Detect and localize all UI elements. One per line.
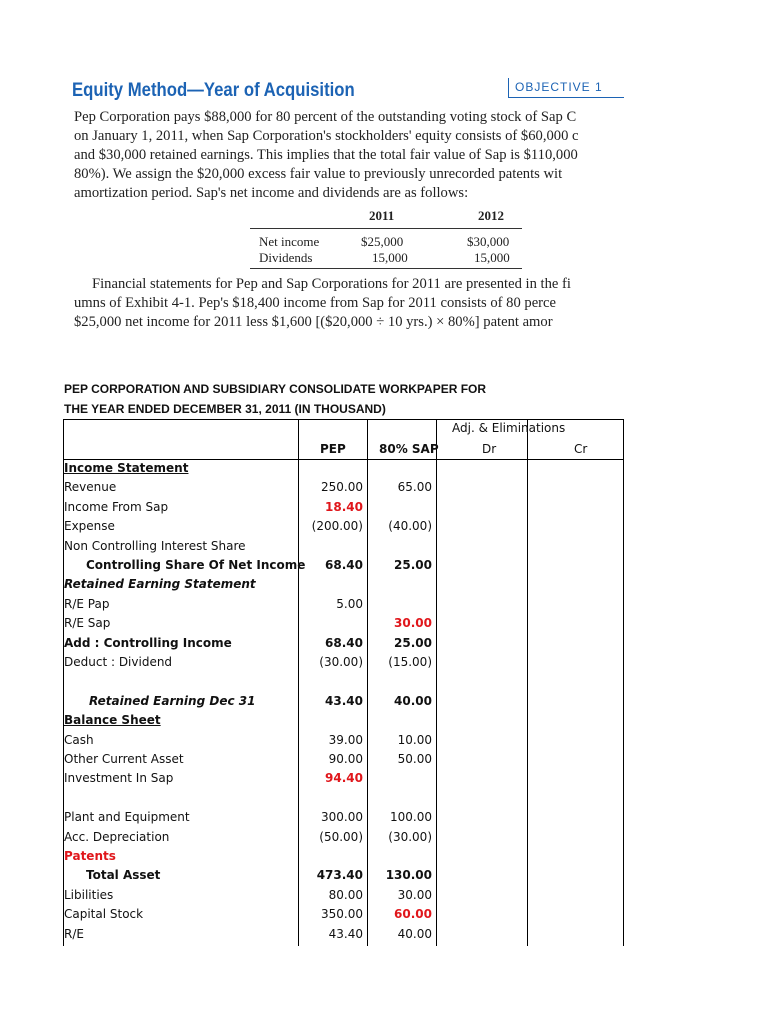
row-label: Controlling Share Of Net Income [86, 558, 306, 572]
mini-table-rule [250, 268, 522, 269]
mini-row-label: Net income [259, 234, 320, 249]
row-label: Income From Sap [64, 499, 169, 514]
row-label: Add : Controlling Income [64, 635, 232, 650]
sap-value: (15.00) [388, 655, 432, 669]
pep-value: (30.00) [319, 655, 363, 669]
sap-value: (30.00) [388, 829, 432, 844]
sap-value: 40.00 [397, 926, 432, 941]
row-label: Capital Stock [64, 907, 144, 922]
column-divider [436, 419, 437, 946]
pep-value: 39.00 [328, 732, 363, 747]
header-cr: Cr [574, 442, 588, 456]
pep-value: 300.00 [321, 810, 363, 825]
pep-value: 5.00 [336, 596, 363, 611]
pep-value: 18.40 [325, 499, 363, 514]
row-label: Plant and Equipment [64, 810, 190, 825]
table-border-top [63, 419, 623, 420]
row-label: R/E [64, 926, 84, 941]
pep-value: 80.00 [328, 887, 363, 902]
sap-value: 30.00 [394, 616, 432, 631]
column-divider [63, 419, 64, 946]
header-sap: 80% SAP [379, 442, 439, 456]
row-label: R/E Pap [64, 596, 110, 611]
sap-value: 65.00 [397, 480, 432, 495]
workpaper-title-line2: THE YEAR ENDED DECEMBER 31, 2011 (IN THOUSAND) [64, 402, 386, 416]
row-label: Retained Earning Statement [64, 577, 256, 592]
row-label: Libilities [64, 887, 114, 902]
column-divider [298, 419, 299, 946]
mini-row-value: $30,000 [467, 234, 510, 249]
column-divider [527, 419, 528, 946]
header-dr: Dr [482, 442, 497, 456]
sap-value: 10.00 [397, 732, 432, 747]
pep-value: 350.00 [321, 907, 363, 922]
pep-value: 250.00 [321, 480, 363, 495]
pep-value: 473.40 [316, 868, 363, 883]
row-label: Other Current Asset [64, 752, 184, 766]
mini-col-2011: 2011 [369, 208, 395, 223]
pep-value: 94.40 [325, 771, 363, 786]
sap-value: 100.00 [390, 810, 432, 825]
mini-row-value: 15,000 [372, 250, 408, 265]
adj-eliminations-header: Adj. & Eliminations [452, 421, 566, 435]
mini-row-label: Dividends [259, 250, 313, 265]
paragraph-line: 80%). We assign the $20,000 excess fair value to previously unrecorded patents wit [74, 166, 563, 182]
sap-value: 130.00 [385, 868, 432, 883]
row-label: Balance Sheet [64, 713, 161, 728]
sap-value: 25.00 [394, 558, 432, 572]
row-label: Investment In Sap [64, 771, 174, 786]
mini-table-rule [250, 228, 522, 229]
column-divider [367, 419, 368, 946]
row-label: Expense [64, 519, 115, 534]
pep-value: 68.40 [325, 558, 363, 572]
sap-value: 40.00 [394, 693, 432, 708]
pep-value: (200.00) [311, 519, 363, 534]
sap-value: 25.00 [394, 635, 432, 650]
paragraph-line: and $30,000 retained earnings. This implies that the total fair value of Sap is $110,000 [74, 147, 578, 163]
paragraph-line: amortization period. Sap's net income and dividends are as follows: [74, 185, 469, 201]
pep-value: 90.00 [328, 752, 363, 766]
paragraph-line: on January 1, 2011, when Sap Corporation's stockholders' equity consists of $60,000 c [74, 128, 579, 144]
paragraph-line: Financial statements for Pep and Sap Corporations for 2011 are presented in the fi [92, 276, 571, 292]
sap-value: (40.00) [388, 519, 432, 534]
mini-row-value: 15,000 [474, 250, 510, 265]
intro-paragraph [74, 108, 624, 203]
header-pep: PEP [320, 442, 346, 456]
pep-value: 43.40 [328, 926, 363, 941]
row-label: Deduct : Dividend [64, 655, 173, 669]
followup-paragraph [74, 275, 624, 332]
row-label: R/E Sap [64, 616, 111, 631]
sap-value: 30.00 [397, 887, 432, 902]
paragraph-line: umns of Exhibit 4-1. Pep's $18,400 income from Sap for 2011 consists of 80 perce [74, 295, 556, 311]
pep-value: (50.00) [319, 829, 363, 844]
header-divider [63, 459, 623, 460]
row-label: Total Asset [86, 868, 161, 883]
mini-row-value: $25,000 [361, 234, 404, 249]
pep-value: 68.40 [325, 635, 363, 650]
sap-value: 50.00 [397, 752, 432, 766]
row-label: Cash [64, 732, 94, 747]
section-title: Equity Method—Year of Acquisition [72, 80, 355, 101]
paragraph-line: Pep Corporation pays $88,000 for 80 percent of the outstanding voting stock of Sap C [74, 109, 577, 125]
paragraph-line: $25,000 net income for 2011 less $1,600 [($20,000 ÷ 10 yrs.) × 80%] patent amor [74, 314, 553, 330]
row-label: Income Statement [64, 461, 189, 475]
row-label: Patents [64, 849, 116, 863]
sap-value: 60.00 [394, 907, 432, 922]
workpaper-title-line1: PEP CORPORATION AND SUBSIDIARY CONSOLIDATE WORKPAPER FOR [64, 382, 487, 396]
objective-tag: OBJECTIVE 1 [508, 78, 624, 98]
row-label: Non Controlling Interest Share [64, 538, 246, 553]
column-divider [623, 419, 624, 946]
mini-col-2012: 2012 [478, 208, 504, 223]
row-label: Acc. Depreciation [64, 829, 170, 844]
row-label: Retained Earning Dec 31 [89, 693, 256, 708]
pep-value: 43.40 [325, 693, 363, 708]
row-label: Revenue [64, 480, 117, 495]
